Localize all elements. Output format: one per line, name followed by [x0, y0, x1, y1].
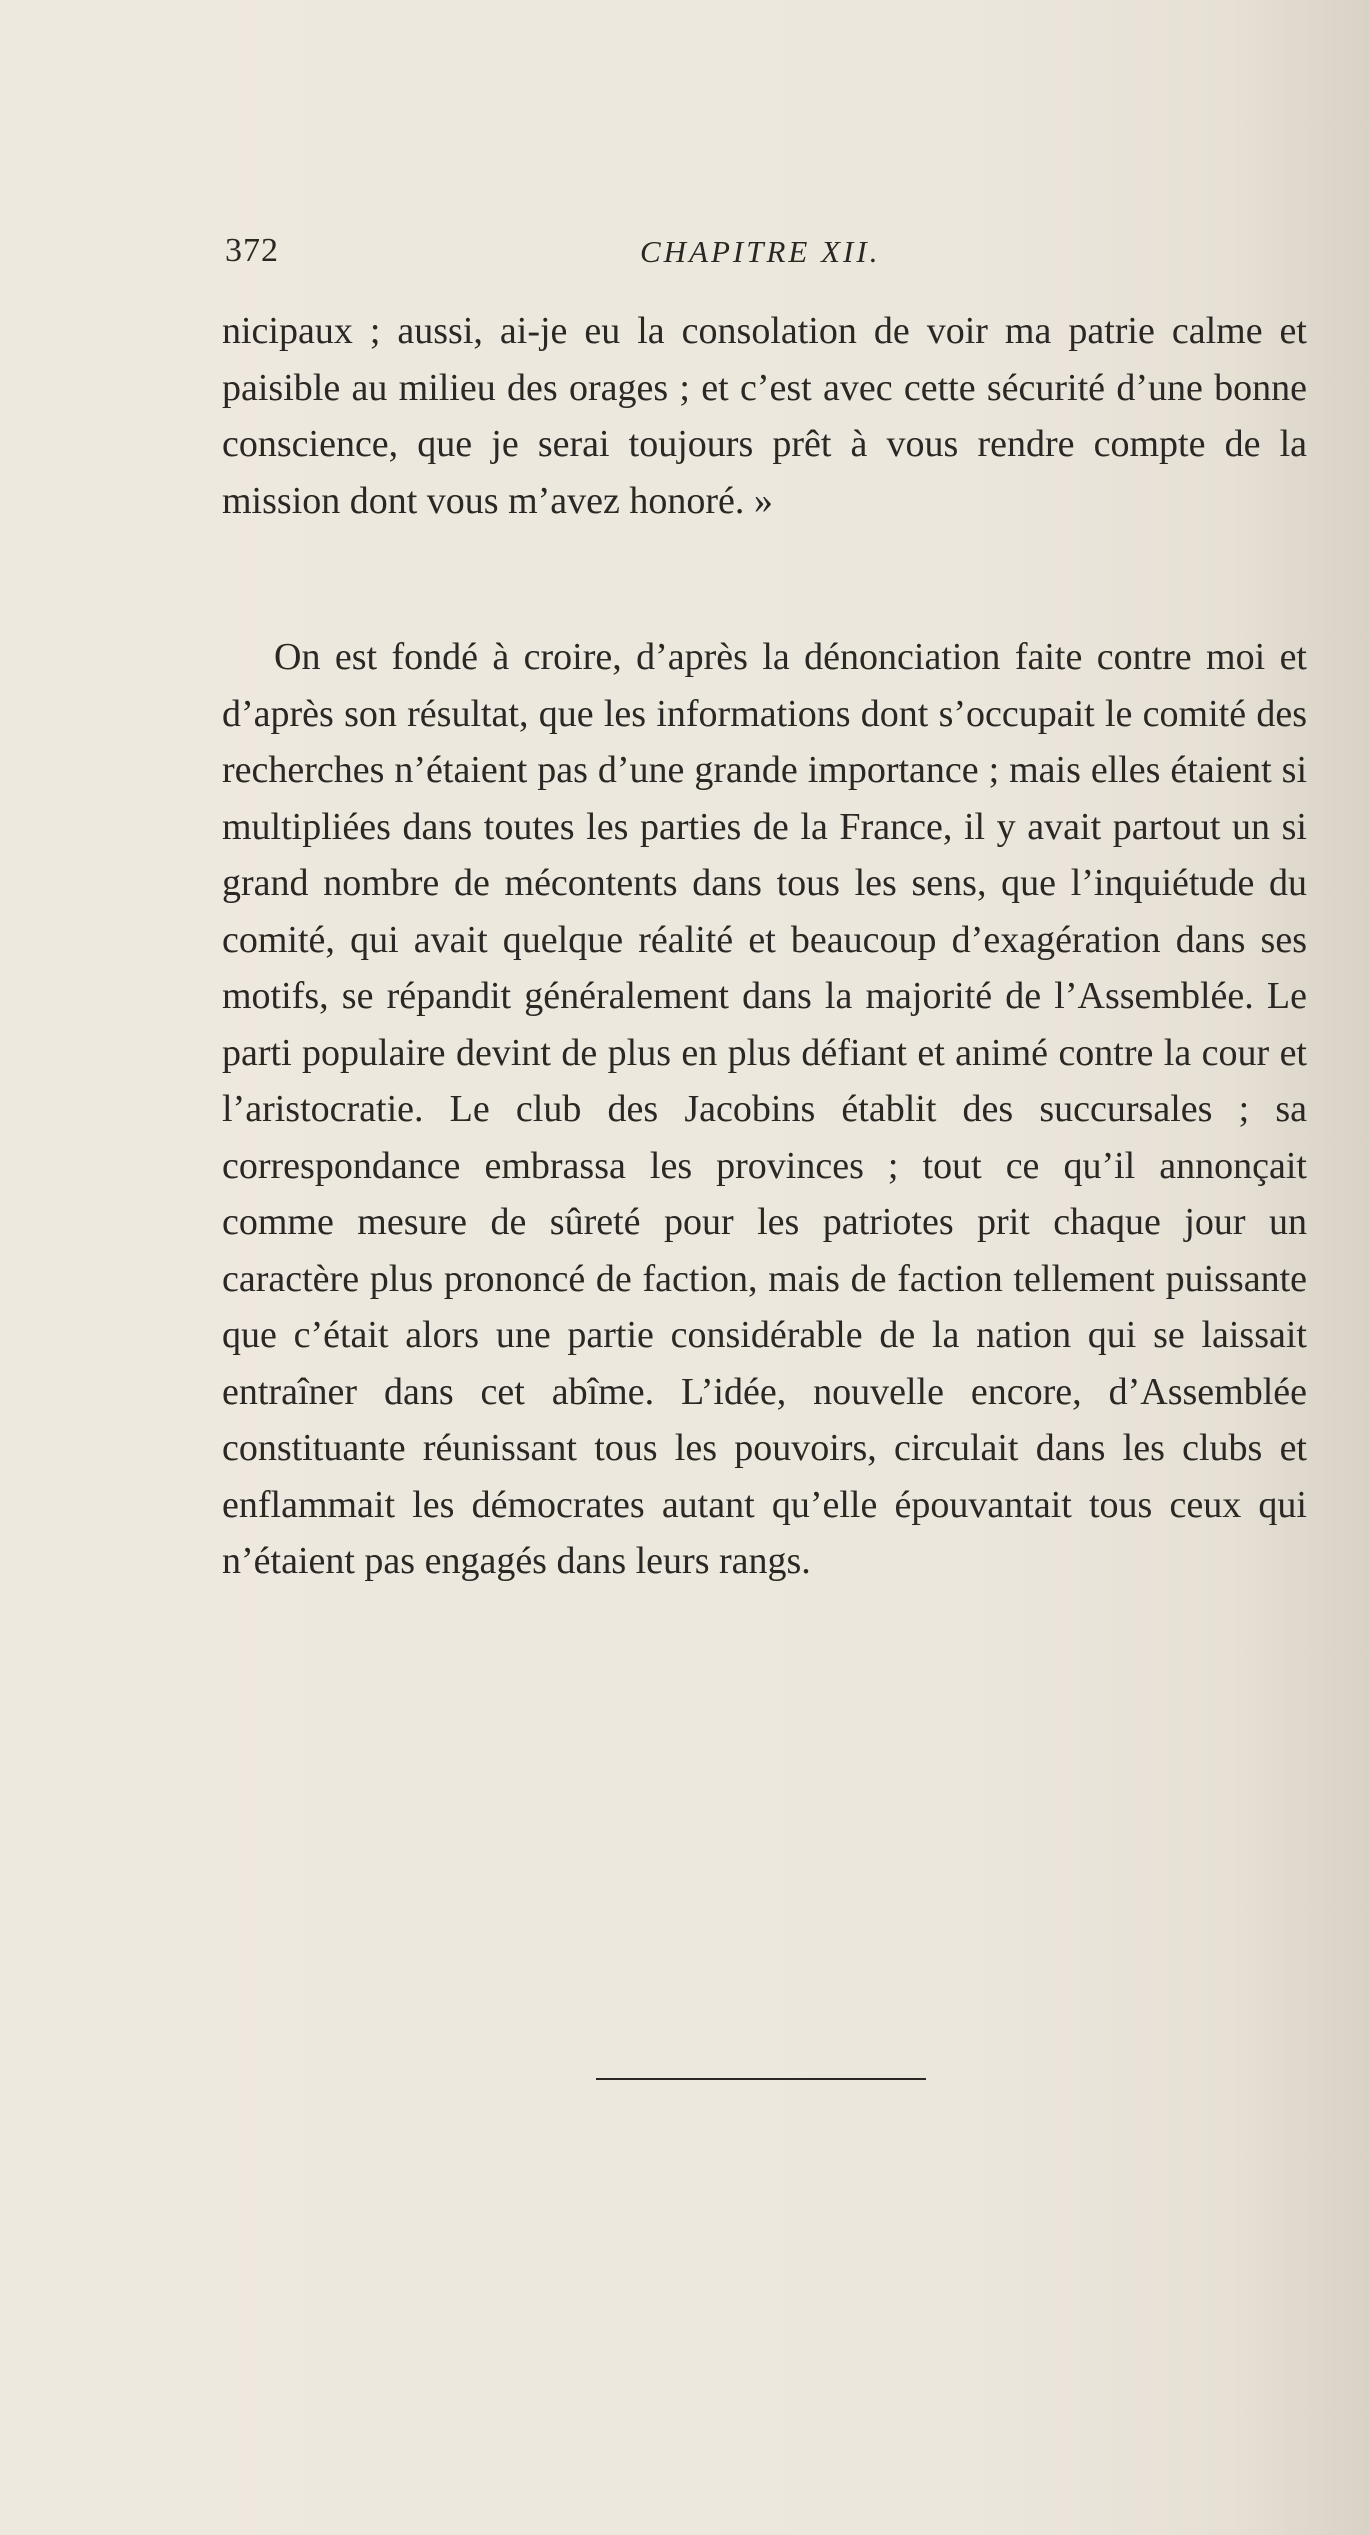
running-head: CHAPITRE XII.	[640, 234, 881, 269]
paragraph-1: nicipaux ; aussi, ai-je eu la consolation de voir ma patrie calme et paisible au milieu des orages ; et c’est avec cette sécurité d’une bonne conscience, que je serai toujours prêt à vous rendre compte de la mission dont vous m’avez honoré. »	[222, 310, 1307, 522]
page-header	[225, 232, 1305, 272]
paragraph-2: On est fondé à croire, d’après la dénonciation faite contre moi et d’après son résultat, que les informations dont s’occupait le comité des recherches n’étaient pas d’une grande importance ; mais elles étaient si multipliées dans toutes les parties de la France, il y avait partout un si grand nombre de mécontents dans tous les sens, que l’inquiétude du comité, qui avait quelque réalité et beaucoup d’exagération dans ses motifs, se répandit généralement dans la majorité de l’Assemblée. Le parti populaire devint de plus en plus défiant et animé contre la cour et l’aristocratie. Le club des Jacobins établit des succursales ; sa correspondance embrassa les provinces ; tout ce qu’il annonçait comme mesure de sûreté pour les patriotes prit chaque jour un caractère plus prononcé de faction, mais de faction tellement puissante que c’était alors une partie considérable de la nation qui se laissait entraîner dans cet abîme. L’idée, nouvelle encore, d’Assemblée constituante réunissant tous les pouvoirs, circulait dans les clubs et enflammait les démocrates autant qu’elle épouvantait tous ceux qui n’étaient pas engagés dans leurs rangs.	[222, 636, 1307, 1582]
end-rule	[596, 2078, 926, 2080]
body-text	[222, 303, 1307, 1590]
page-number: 372	[225, 232, 279, 269]
